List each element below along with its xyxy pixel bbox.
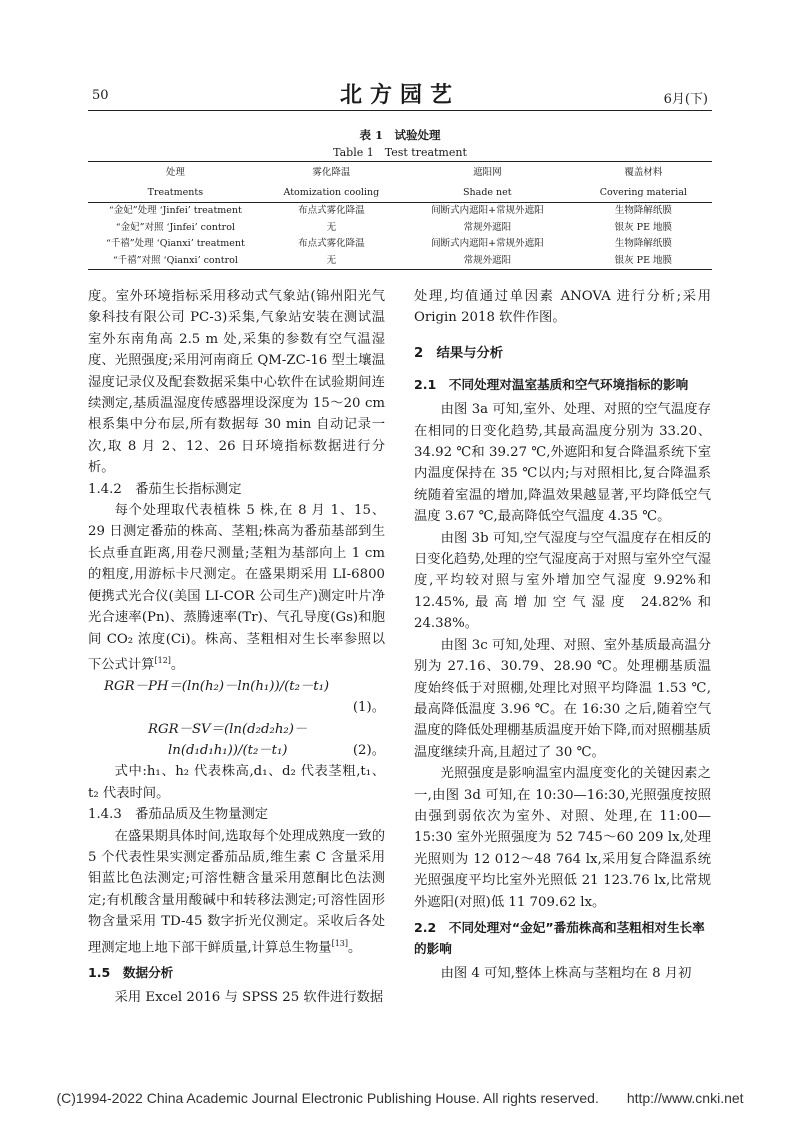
paragraph: 光照强度是影响温室内温度变化的关键因素之一,由图 3d 可知,在 10:30—16:30,光照强度按照由强到弱依次为室外、对照、处理,在 11:00—15:30 室外光照强度为 52 745～60 209 lx,处理光照则为 12 012～48 764 lx,采用复合降温系统光照强度平均比室外光照低 21 123.76 lx,比常规外遮阳(对照)低 11 709.62 lx。: [414, 766, 711, 910]
citation-ref: [13]: [331, 938, 348, 948]
formula-2-text-a: RGR－SV＝(ln(d₂d₂h₂)－: [148, 721, 308, 737]
section-heading-1-4-3: 1.4.3 番茄品质及生物量测定: [88, 807, 269, 823]
table-cell: 常规外遮阳: [463, 221, 512, 233]
formula-2-number: (2)。: [352, 742, 385, 758]
section-heading-1-5: 1.5 数据分析: [88, 965, 174, 981]
paragraph: 处理,均值通过单因素 ANOVA 进行分析;采用 Origin 2018 软件作图。: [414, 289, 711, 326]
formula-2-line-2: [88, 740, 385, 761]
section-heading-2-1: 2.1 不同处理对温室基质和空气环境指标的影响: [414, 377, 689, 393]
paragraph: [88, 826, 385, 959]
table-cell: “金妃”对照 ‘Jinfei’ control: [115, 221, 235, 233]
paragraph: 度。室外环境指标采用移动式气象站(锦州阳光气象科技有限公司 PC-3)采集,气象站安装在测试温室外东南角高 2.5 m 处,采集的参数有空气温湿度、光照强度;采用河南商丘 QM-ZC-16 型土壤温湿度记录仪及配套数据采集中心软件在试验期间连续测定,基质温湿度传感器埋设深度为 15～20 cm 根系集中分布层,所有数据每 30 min 自动记录一次,取 8 月 2、12、26 日环境指标数据进行分析。: [88, 289, 385, 476]
table-cell: 间断式内遮阳+常规外遮阳: [431, 205, 544, 216]
paragraph-end: 。: [170, 657, 185, 673]
col-header-en: Atomization cooling: [263, 182, 400, 203]
header-rule: [88, 110, 712, 111]
table-header-row-cn: [88, 162, 712, 182]
table-cell: 生物降解纸膜: [614, 205, 672, 216]
table-header-row-en: [88, 182, 712, 203]
section-heading-2-2: 2.2 不同处理对“金妃”番茄株高和茎粗相对生长率的影响: [414, 919, 705, 956]
table-cell: 生物降解纸膜: [614, 238, 672, 249]
col-header-en: Covering material: [575, 182, 712, 203]
col-header-cn: 雾化降温: [312, 167, 351, 178]
left-column: [88, 286, 385, 1009]
paragraph-text: 每个处理取代表植株 5 株,在 8 月 1、15、29 日测定番茄的株高、茎粗;株高为番茄基部到生长点垂直距离,用卷尺测量;茎粗为基部向上 1 cm的粗度,用游标卡尺测定。在盛果期采用 LI-6800便携式光合仪(美国 LI-COR 公司生产)测定叶片净光合速率(Pn)、蒸腾速率(Tr)、气孔导度(Gs)和胞间 CO₂ 浓度(Ci)。株高、茎粗相对生长率参照以下公式计算: [88, 503, 385, 673]
paragraph: 由图 4 可知,整体上株高与茎粗均在 8 月初: [440, 965, 692, 981]
paragraph: 由图 3a 可知,室外、处理、对照的空气温度存在相同的日变化趋势,其最高温度分别为 33.20、34.92 ℃和 39.27 ℃,外遮阳和复合降温系统下室内温度保持在 35 ℃以内;与对照相比,复合降温系统随着室温的增加,降温效果越显著,平均降低空气温度 3.67 ℃,最高降低空气温度 4.35 ℃。: [414, 402, 711, 525]
formula-2: [88, 719, 385, 740]
col-header-en: Treatments: [88, 182, 263, 203]
table-cell: 银灰 PE 地膜: [614, 221, 673, 233]
paragraph: 由图 3c 可知,处理、对照、室外基质最高温分别为 27.16、30.79、28.90 ℃。处理棚基质温度始终低于对照棚,处理比对照平均降温 1.53 ℃,最高降低温度 3.96 ℃。在 16:30 之后,随着空气温度的降低处理棚基质温度开始下降,而对照棚基质温度继续升高,且超过了 30 ℃。: [414, 637, 711, 760]
col-header-cn: 处理: [165, 167, 185, 178]
table-cell: “金妃”处理 ‘Jinfei’ treatment: [108, 205, 242, 216]
formula-1-number: (1)。: [352, 700, 385, 716]
col-header-cn: 覆盖材料: [624, 167, 663, 178]
table-cell: “千禧”对照 ‘Qianxi’ control: [112, 254, 238, 266]
table-cell: 无: [326, 254, 337, 266]
table-cell: 无: [326, 221, 337, 233]
treatment-table: [88, 161, 712, 270]
formula-1: [88, 676, 385, 697]
formula-1-text: RGR－PH＝(ln(h₂)－ln(h₁))/(t₂－t₁): [104, 678, 330, 694]
formula-2-text-b: ln(d₁d₁h₁))/(t₂－t₁): [168, 742, 288, 758]
paragraph-end: 。: [348, 939, 362, 955]
citation-ref: [12]: [154, 655, 171, 665]
journal-title: 北方园艺: [339, 82, 460, 108]
section-heading-2: 2 结果与分析: [414, 345, 504, 361]
paragraph: 式中:h₁、h₂ 代表株高,d₁、d₂ 代表茎粗,t₁、t₂ 代表时间。: [88, 764, 385, 801]
table-title-en: Table 1 Test treatment: [333, 146, 467, 159]
table-row: [88, 253, 712, 270]
table-cell: “千禧”处理 ‘Qianxi’ treatment: [105, 238, 245, 249]
col-header-cn: 遮阳网: [473, 167, 502, 178]
table-cell: 银灰 PE 地膜: [614, 254, 673, 266]
col-header-en: Shade net: [400, 182, 575, 203]
page-number: 50: [92, 88, 109, 103]
issue-label: 6月(下): [663, 92, 708, 107]
table-cell: 布点式雾化降温: [298, 205, 365, 216]
paragraph: 由图 3b 可知,空气湿度与空气温度存在相反的日变化趋势,处理的空气湿度高于对照与室外空气湿度,平均较对照与室外增加空气湿度 9.92%和 12.45%,最高增加空气湿度 24.82%和 24.38%。: [414, 530, 711, 632]
paragraph: [88, 500, 385, 676]
copyright-footer: (C)1994-2022 China Academic Journal Electronic Publishing House. All rights reserved. http://www.cnki.net: [56, 1090, 744, 1106]
table-row: [88, 236, 712, 253]
table-title-cn: 表 1 试验处理: [359, 128, 441, 142]
right-column: [414, 286, 711, 984]
table-cell: 常规外遮阳: [463, 254, 512, 266]
formula-1-number-line: [88, 697, 385, 718]
paragraph: 采用 Excel 2016 与 SPSS 25 软件进行数据: [114, 990, 384, 1006]
section-heading-1-4-2: 1.4.2 番茄生长指标测定: [88, 481, 242, 497]
table-cell: 间断式内遮阳+常规外遮阳: [431, 238, 544, 249]
table-cell: 布点式雾化降温: [298, 238, 365, 249]
table-row: [88, 203, 712, 220]
paragraph-text: 在盛果期具体时间,选取每个处理成熟度一致的 5 个代表性果实测定番茄品质,维生素 C 含量采用钼蓝比色法测定;可溶性糖含量采用蒽酮比色法测定;有机酸含量用酸碱中和转移法测定;可溶性固形物含量采用 TD-45 数字折光仪测定。采收后各处理测定地上地下部干鲜质量,计算总生物量: [88, 828, 385, 955]
table-row: [88, 220, 712, 237]
